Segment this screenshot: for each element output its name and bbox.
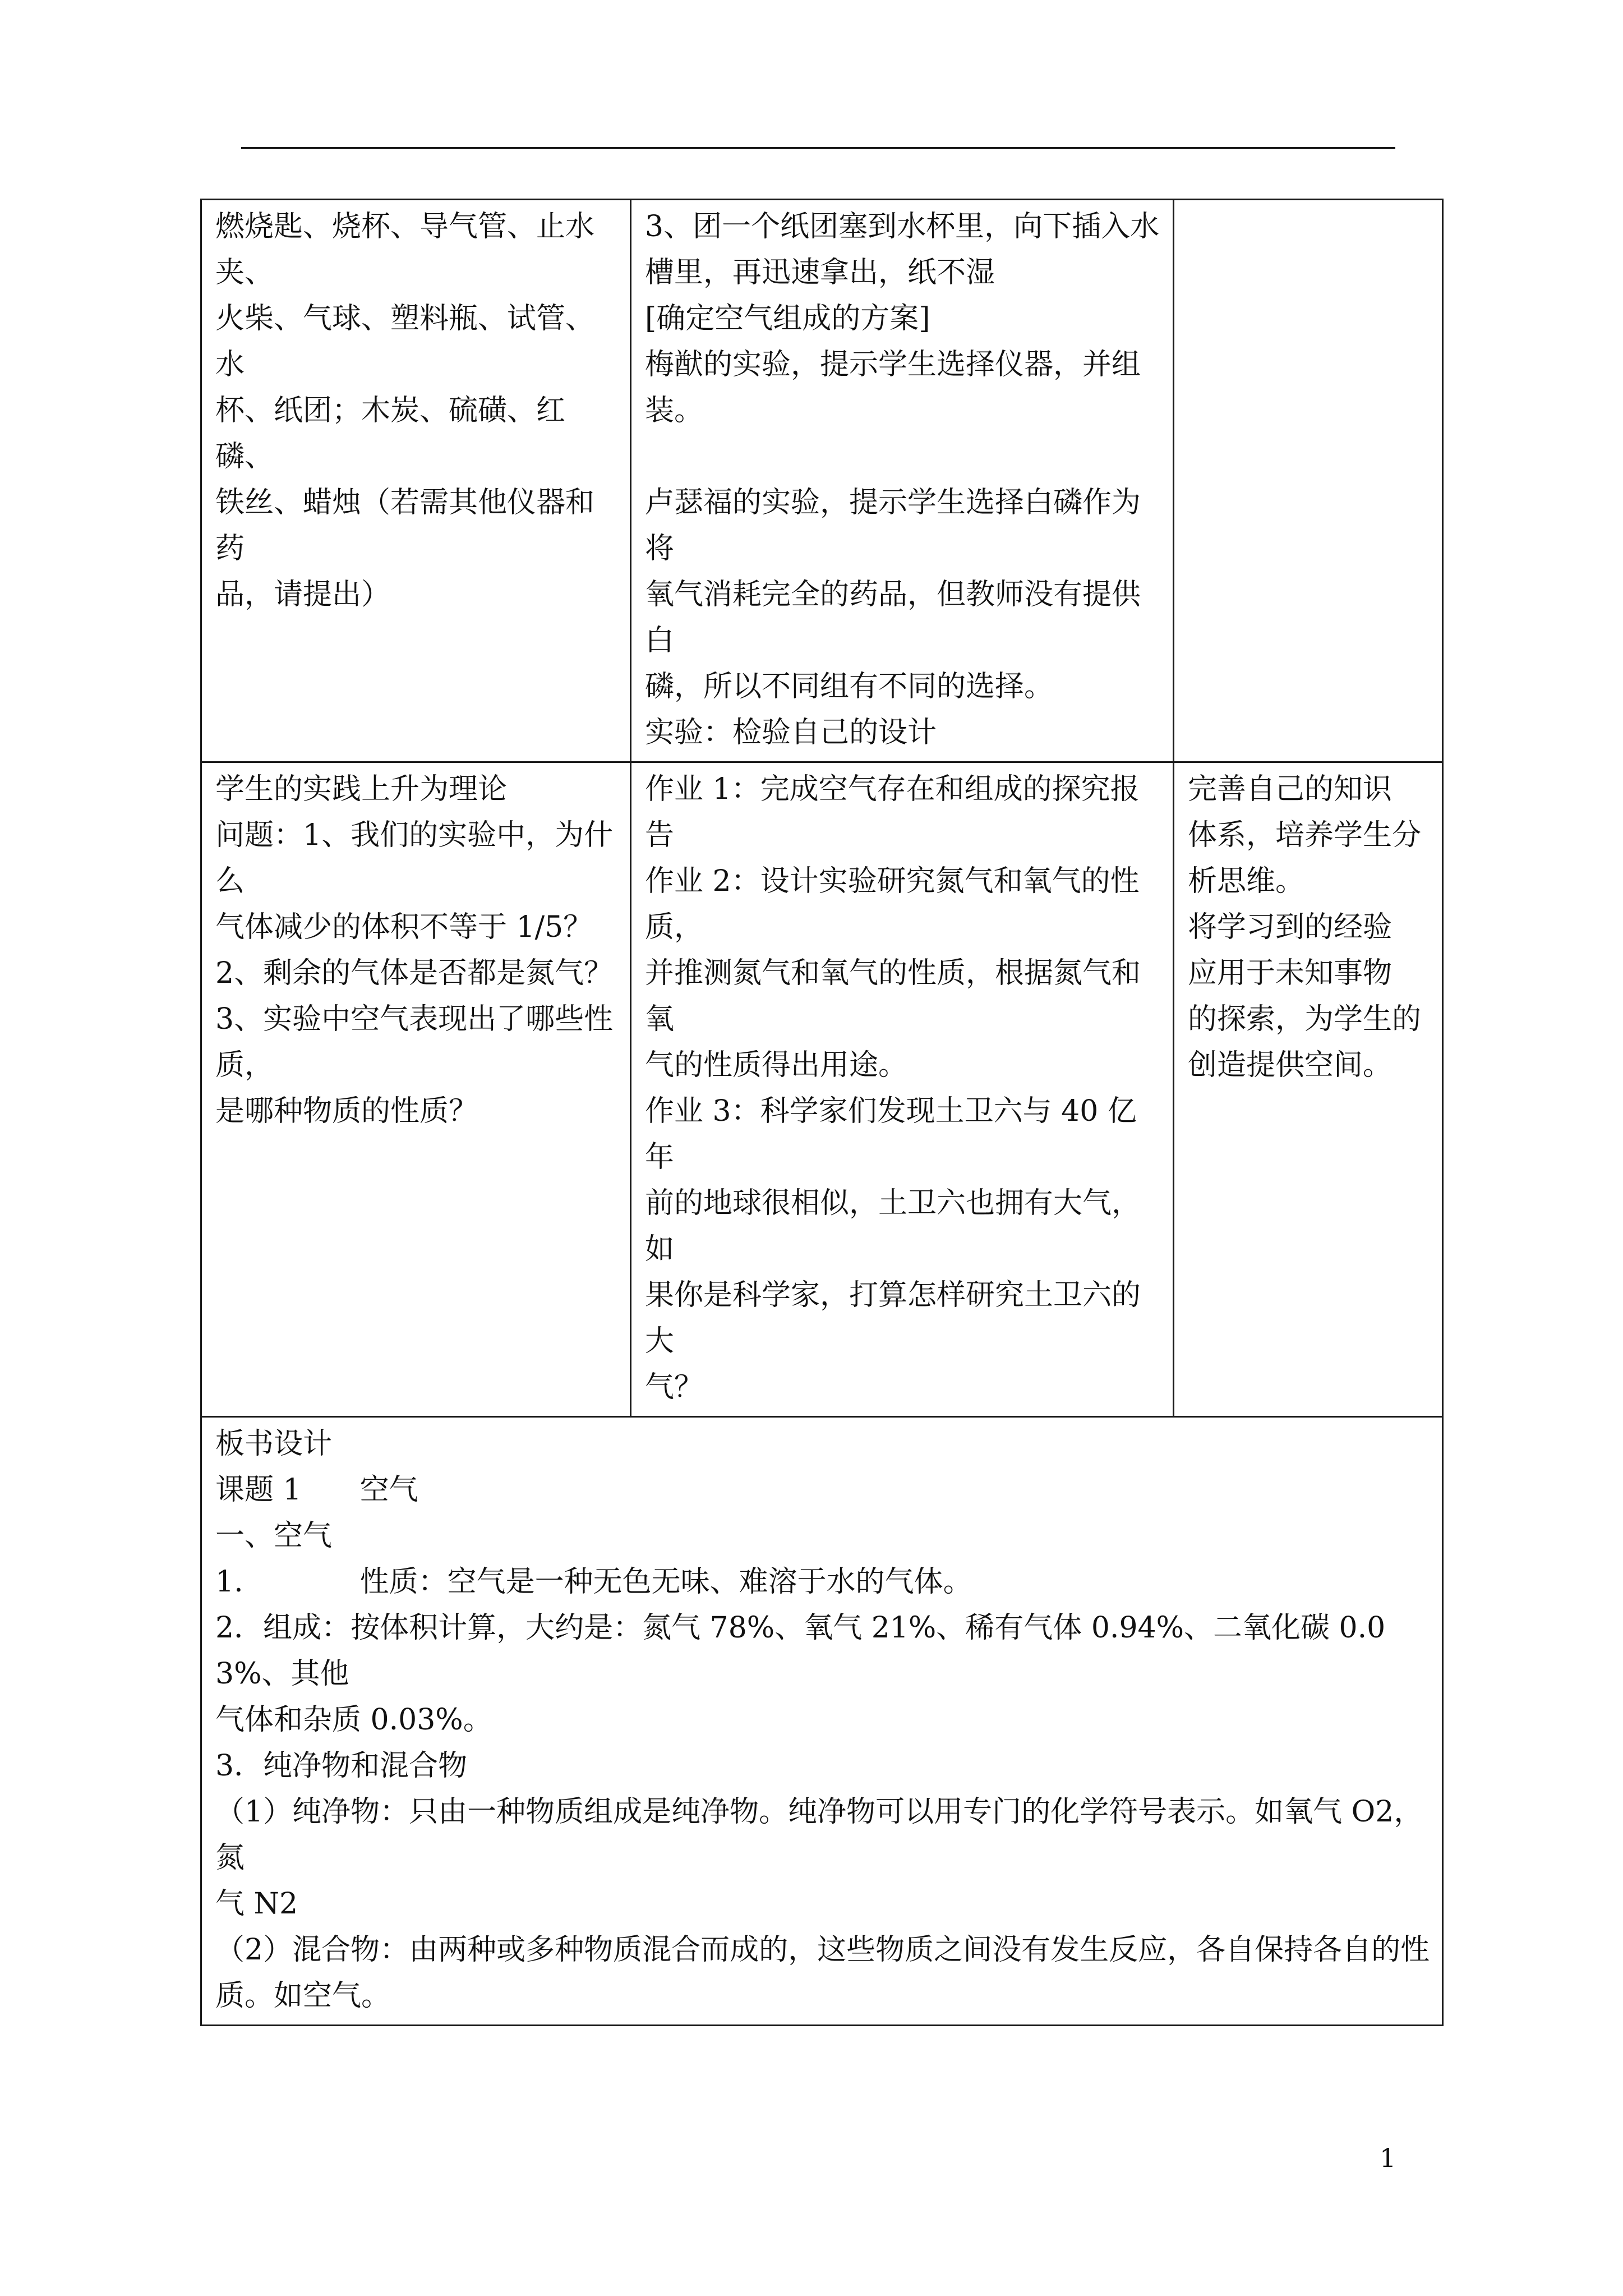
question-line: 学生的实践上升为理论 [215, 772, 508, 806]
homework-line: 气？ [645, 1370, 704, 1404]
homework-line: 作业 3：科学家们发现土卫六与 40 亿年 [645, 1094, 1137, 1174]
procedure-line: 3、团一个纸团塞到水杯里，向下插入水 [645, 210, 1160, 243]
question-line: 3、实验中空气表现出了哪些性质， [215, 1002, 614, 1082]
question-line: 问题：1、我们的实验中，为什么 [215, 818, 614, 898]
page-number: 1 [1380, 2143, 1396, 2173]
procedure-cell [631, 200, 1174, 762]
intent-line: 应用于未知事物 [1188, 956, 1393, 990]
materials-line: 铁丝、蜡烛（若需其他仪器和药 [215, 486, 595, 565]
procedure-line: 磷，所以不同组有不同的选择。 [645, 670, 1054, 703]
procedure-line: 氧气消耗完全的药品，但教师没有提供白 [645, 578, 1141, 657]
board-line: 一、空气 [215, 1519, 333, 1553]
homework-line: 作业 2：设计实验研究氮气和氧气的性质， [645, 864, 1140, 944]
homework-line: 气的性质得出用途。 [645, 1048, 908, 1082]
board-line: （2）混合物：由两种或多种物质混合而成的，这些物质之间没有发生反应，各自保持各自的性 [215, 1933, 1430, 1967]
materials-cell [201, 200, 631, 762]
board-line: 气 N2 [215, 1887, 298, 1921]
board-line: （1）纯净物：只由一种物质组成是纯净物。纯净物可以用专门的化学符号表示。如氧气 O2，氮 [215, 1795, 1423, 1875]
board-line: 2．组成：按体积计算，大约是：氮气 78%、氧气 21%、稀有气体 0.94%、二氧化碳 0.03%、其他 [215, 1611, 1386, 1691]
materials-line: 杯、纸团；木炭、硫磺、红磷、 [215, 394, 566, 473]
procedure-line: 卢瑟福的实验，提示学生选择白磷作为将 [645, 486, 1141, 565]
procedure-line: 实验：检验自己的设计 [645, 716, 937, 749]
theory-questions-cell [201, 762, 631, 1417]
intent-line: 创造提供空间。 [1188, 1048, 1393, 1082]
homework-cell [631, 762, 1174, 1417]
board-line: 1. 性质：空气是一种无色无味、难溶于水的气体。 [215, 1565, 972, 1599]
table-row-theory [201, 762, 1443, 1417]
board-title: 板书设计 [215, 1427, 333, 1461]
intent-line: 的探索，为学生的 [1188, 1002, 1422, 1036]
intent-cell-empty [1174, 200, 1443, 762]
homework-line: 作业 1：完成空气存在和组成的探究报告 [645, 772, 1140, 852]
homework-line: 前的地球很相似，土卫六也拥有大气，如 [645, 1186, 1141, 1266]
board-line: 质。如空气。 [215, 1979, 391, 2013]
table-row-materials [201, 200, 1443, 762]
board-line: 3．纯净物和混合物 [215, 1749, 468, 1783]
intent-line: 完善自己的知识 [1188, 772, 1393, 806]
materials-line: 燃烧匙、烧杯、导气管、止水夹、 [215, 210, 595, 289]
materials-line: 品，请提出） [215, 578, 391, 611]
question-line: 是哪种物质的性质？ [215, 1094, 478, 1128]
header-rule [241, 147, 1395, 149]
table-row-board-design [201, 1417, 1443, 2026]
intent-line: 将学习到的经验 [1188, 910, 1393, 944]
lesson-plan-table [200, 199, 1444, 2026]
intent-line: 体系，培养学生分 [1188, 818, 1422, 852]
board-line: 课题 1 空气 [215, 1473, 418, 1507]
materials-line: 火柴、气球、塑料瓶、试管、水 [215, 302, 595, 381]
board-line: 气体和杂质 0.03%。 [215, 1703, 492, 1737]
paragraph-gap [645, 434, 1164, 480]
question-line: 气体减少的体积不等于 1/5？ [215, 910, 593, 944]
procedure-line: [确定空气组成的方案] [645, 302, 930, 335]
question-line: 2、剩余的气体是否都是氮气？ [215, 956, 614, 990]
board-design-cell [201, 1417, 1443, 2026]
design-intent-cell [1174, 762, 1443, 1417]
procedure-line: 梅猷的实验，提示学生选择仪器，并组装。 [645, 348, 1141, 427]
intent-line: 析思维。 [1188, 864, 1305, 898]
procedure-line: 槽里，再迅速拿出，纸不湿 [645, 256, 995, 289]
homework-line: 果你是科学家，打算怎样研究土卫六的大 [645, 1278, 1141, 1358]
homework-line: 并推测氮气和氧气的性质，根据氮气和氧 [645, 956, 1141, 1036]
